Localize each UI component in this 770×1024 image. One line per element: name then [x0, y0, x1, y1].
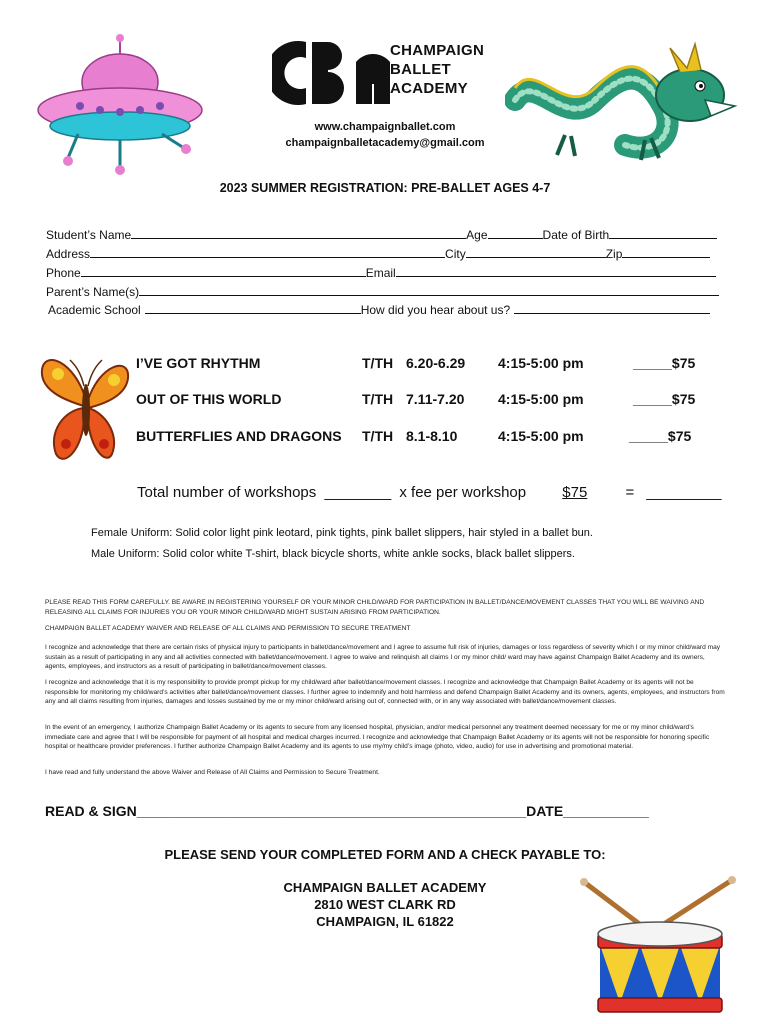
- class-time: 4:15-5:00 pm: [498, 355, 584, 371]
- class-name: OUT OF THIS WORLD: [136, 391, 282, 407]
- waiver-paragraph-risk: I recognize and acknowledge that there are certain risks of physical injury to participants in ballet/dance/movement and I agree to assume full risk of injuries, damages or loss regardless of severity which I or my minor child/ward may sustain as a result of participating in any and all activities connected with ballet/dance/movement. I agree to waive and relinquish all claims I or my minor child/ ward may have against Champaign Ballet Academy and its owners, agents, employees, and instructors as a result of participating in ballet/dance/movement classes.: [45, 644, 721, 670]
- ufo-illustration: [30, 30, 210, 175]
- logo-line: BALLET: [390, 61, 451, 78]
- logo-wordmark: [390, 41, 484, 98]
- waiver-paragraph-emergency: In the event of an emergency, I authorize Champaign Ballet Academy or its agents to secure from any licensed hospital, physician, and/or medical personnel any treatment deemed necessary for me or my minor child/ward’s immediate care and agree that I will be responsible for payment of all hospital and medical charges incurred. I recognize and acknowledge that Champaign Ballet Academy or its agents will not be responsible for honoring specific hospital or healthcare provider preferences. I further authorize Champaign Ballet Academy and its agents to use my/my child’s image (photo, video, audio) for use in advertising and promotional material.: [45, 724, 710, 750]
- email-field[interactable]: [396, 266, 716, 277]
- class-dates: 7.11-7.20: [406, 391, 465, 407]
- dob-label: Date of Birth: [542, 228, 610, 242]
- total-amount-field[interactable]: _________: [646, 484, 722, 501]
- address-label: Address: [46, 247, 91, 261]
- class-days: T/TH: [362, 391, 394, 407]
- age-field[interactable]: [488, 228, 543, 239]
- waiver-heading: CHAMPAIGN BALLET ACADEMY WAIVER AND RELEASE OF ALL CLAIMS AND PERMISSION TO SECURE TREATMENT: [45, 625, 411, 632]
- form-line-school: [46, 303, 726, 317]
- phone-label: Phone: [46, 266, 81, 280]
- address-line: CHAMPAIGN, IL 61822: [316, 914, 454, 929]
- website-text: www.champaignballet.com: [314, 121, 456, 133]
- email-label: Email: [365, 266, 396, 280]
- address-line: 2810 WEST CLARK RD: [314, 897, 456, 912]
- equals-sign: =: [625, 484, 635, 501]
- form-line-student: [46, 228, 726, 242]
- school-label: Academic School: [48, 303, 141, 317]
- logo-line: CHAMPAIGN: [390, 42, 485, 59]
- student-name-label: Student’s Name: [46, 228, 132, 242]
- cba-logo-icon: [272, 40, 392, 106]
- class-name: BUTTERFLIES AND DRAGONS: [136, 428, 342, 444]
- hear-label: How did you hear about us?: [360, 303, 511, 317]
- waiver-warning: PLEASE READ THIS FORM CAREFULLY. BE AWARE IN REGISTERING YOURSELF OR YOUR MINOR CHILD/WARD FOR PARTICIPATION IN BALLET/DANCE/MOVEMENT CLASSES THAT YOU WILL BE WAIVING AND RELEASING ALL CLAIMS FOR INJURIES YOU OR YOUR MINOR CHILD/WARD MIGHT SUSTAIN ARISING FROM PARTICIPATION.: [45, 599, 705, 616]
- phone-field[interactable]: [81, 266, 366, 277]
- fee-value: $75: [562, 484, 588, 501]
- parents-field[interactable]: [139, 285, 719, 296]
- class-time: 4:15-5:00 pm: [498, 428, 584, 444]
- signature-date-line[interactable]: READ & SIGN__________________________________________________DATE___________: [45, 803, 649, 819]
- total-line: [137, 484, 722, 501]
- workshop-count-field[interactable]: ________: [324, 484, 392, 501]
- class-time: 4:15-5:00 pm: [498, 391, 584, 407]
- butterfly-illustration: [34, 350, 134, 470]
- address-line: CHAMPAIGN BALLET ACADEMY: [283, 880, 487, 895]
- zip-label: Zip: [605, 247, 623, 261]
- student-name-field[interactable]: [131, 228, 466, 239]
- page-title: 2023 SUMMER REGISTRATION: PRE-BALLET AGES 4-7: [219, 181, 551, 195]
- age-label: Age: [466, 228, 488, 242]
- logo-line: ACADEMY: [390, 80, 468, 97]
- total-label: Total number of workshops: [137, 484, 317, 501]
- class-name: I’VE GOT RHYTHM: [136, 355, 261, 371]
- female-uniform-text: Female Uniform: Solid color light pink leotard, pink tights, pink ballet slippers, hair styled in a ballet bun.: [91, 527, 593, 539]
- drum-illustration: [578, 872, 738, 1017]
- form-line-parents: [46, 285, 726, 299]
- form-line-address: [46, 247, 726, 261]
- address-field[interactable]: [90, 247, 445, 258]
- hear-field[interactable]: [514, 303, 710, 314]
- zip-field[interactable]: [622, 247, 710, 258]
- waiver-acknowledgement: I have read and fully understand the above Waiver and Release of All Claims and Permission to Secure Treatment.: [45, 769, 380, 776]
- male-uniform-text: Male Uniform: Solid color white T-shirt, black bicycle shorts, white ankle socks, black ballet slippers.: [91, 548, 575, 560]
- class-dates: 8.1-8.10: [406, 428, 458, 444]
- dob-field[interactable]: [609, 228, 717, 239]
- email-text: champaignballetacademy@gmail.com: [285, 137, 485, 149]
- parents-label: Parent’s Name(s): [46, 285, 140, 299]
- waiver-paragraph-pickup: I recognize and acknowledge that it is my responsibility to provide prompt pickup for my child/ward after ballet/dance/movement classes. I recognize and acknowledge that Champaign Ballet Academy or its agents will not be responsible for monitoring my child/ward’s activities after ballet/dance/movement classes. I further agree to indemnify and hold harmless and defend Champaign Ballet Academy and its owners, agents, employees, and instructors from any and all claims resulting from injuries, damages and losses sustained by me or my minor child/ward arising out of, connected with, or in any way associated with ballet/dance/movement classes.: [45, 679, 725, 705]
- class-price-field[interactable]: _____$75: [633, 391, 696, 407]
- class-dates: 6.20-6.29: [406, 355, 466, 371]
- fee-label: x fee per workshop: [399, 484, 527, 501]
- class-price-field[interactable]: _____$75: [629, 428, 692, 444]
- class-price-field[interactable]: _____$75: [633, 355, 696, 371]
- class-days: T/TH: [362, 428, 394, 444]
- city-field[interactable]: [466, 247, 606, 258]
- school-field[interactable]: [145, 303, 361, 314]
- class-days: T/TH: [362, 355, 394, 371]
- form-line-phone: [46, 266, 726, 280]
- city-label: City: [445, 247, 466, 261]
- send-instructions: PLEASE SEND YOUR COMPLETED FORM AND A CHECK PAYABLE TO:: [164, 847, 606, 862]
